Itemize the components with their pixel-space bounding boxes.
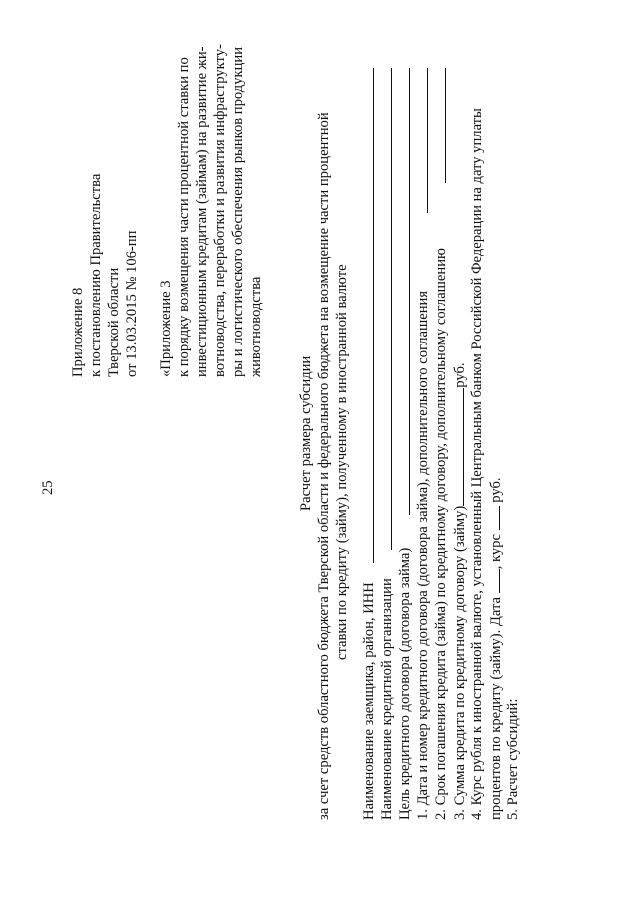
header-line: Приложение 8	[70, 287, 86, 377]
item-4-rate-fill-line	[486, 506, 500, 530]
item-2-label: 2. Срок погашения кредита (займа) по кредитному договору, дополнительному соглашению	[433, 248, 449, 820]
borrower-label: Наименование заемщика, район, ИНН	[361, 582, 377, 820]
item-3-unit: руб.	[452, 362, 468, 388]
page-number: 25	[40, 480, 56, 495]
item-5-label: 5. Расчет субсидий:	[505, 698, 521, 820]
annex-line: «Приложение 3	[158, 280, 174, 377]
item-3-label: 3. Сумма кредита по кредитному договору (займу)	[452, 505, 468, 820]
title-line: за счет средств областного бюджета Тверской области и федерального бюджета на возмещение части процентной	[316, 112, 332, 820]
item-1-label: 1. Дата и номер кредитного договора (договора займа), дополнительного соглашения	[415, 290, 431, 820]
item-4-rate-label: , курс	[488, 534, 504, 570]
item-1-fill-line	[427, 68, 428, 213]
annex-line: инвестиционным кредитам (займам) на развитие жи-	[194, 46, 210, 377]
annex-line: животноводства	[248, 276, 264, 377]
item-4-date-fill-line	[486, 569, 500, 593]
credit-org-label: Наименование кредитной организации	[379, 578, 395, 820]
item-3-fill-line	[450, 388, 464, 506]
header-line: к постановлению Правительства	[88, 173, 104, 377]
header-line: Тверской области	[106, 267, 122, 377]
item-4-unit: руб.	[488, 477, 504, 503]
title-line: ставки по кредиту (займу), полученному в иностранной валюте	[334, 264, 350, 660]
annex-line: вотноводства, переработки и развития инфраструкту-	[212, 44, 228, 377]
annex-line: к порядку возмещения части процентной ставки по	[176, 57, 192, 377]
purpose-fill-line	[409, 68, 410, 515]
item-2-fill-line	[445, 68, 446, 183]
item-4-label: 4. Курс рубля к иностранной валюте, установленный Центральным банком Российской Федерации на дату уплаты	[469, 108, 485, 820]
item-4-date-label: процентов по кредиту (займу). Дата	[488, 596, 504, 820]
borrower-fill-line	[373, 68, 374, 563]
item-4-row	[486, 477, 505, 820]
credit-org-fill-line	[391, 68, 392, 550]
item-3-row	[450, 362, 469, 820]
purpose-label: Цель кредитного договора (договора займа)	[397, 547, 413, 820]
title-line: Расчет размера субсидии	[298, 355, 314, 511]
header-line: от 13.03.2015 № 106-пп	[124, 230, 140, 377]
annex-line: ры и логистического обеспечения рынков продукции	[230, 46, 246, 377]
